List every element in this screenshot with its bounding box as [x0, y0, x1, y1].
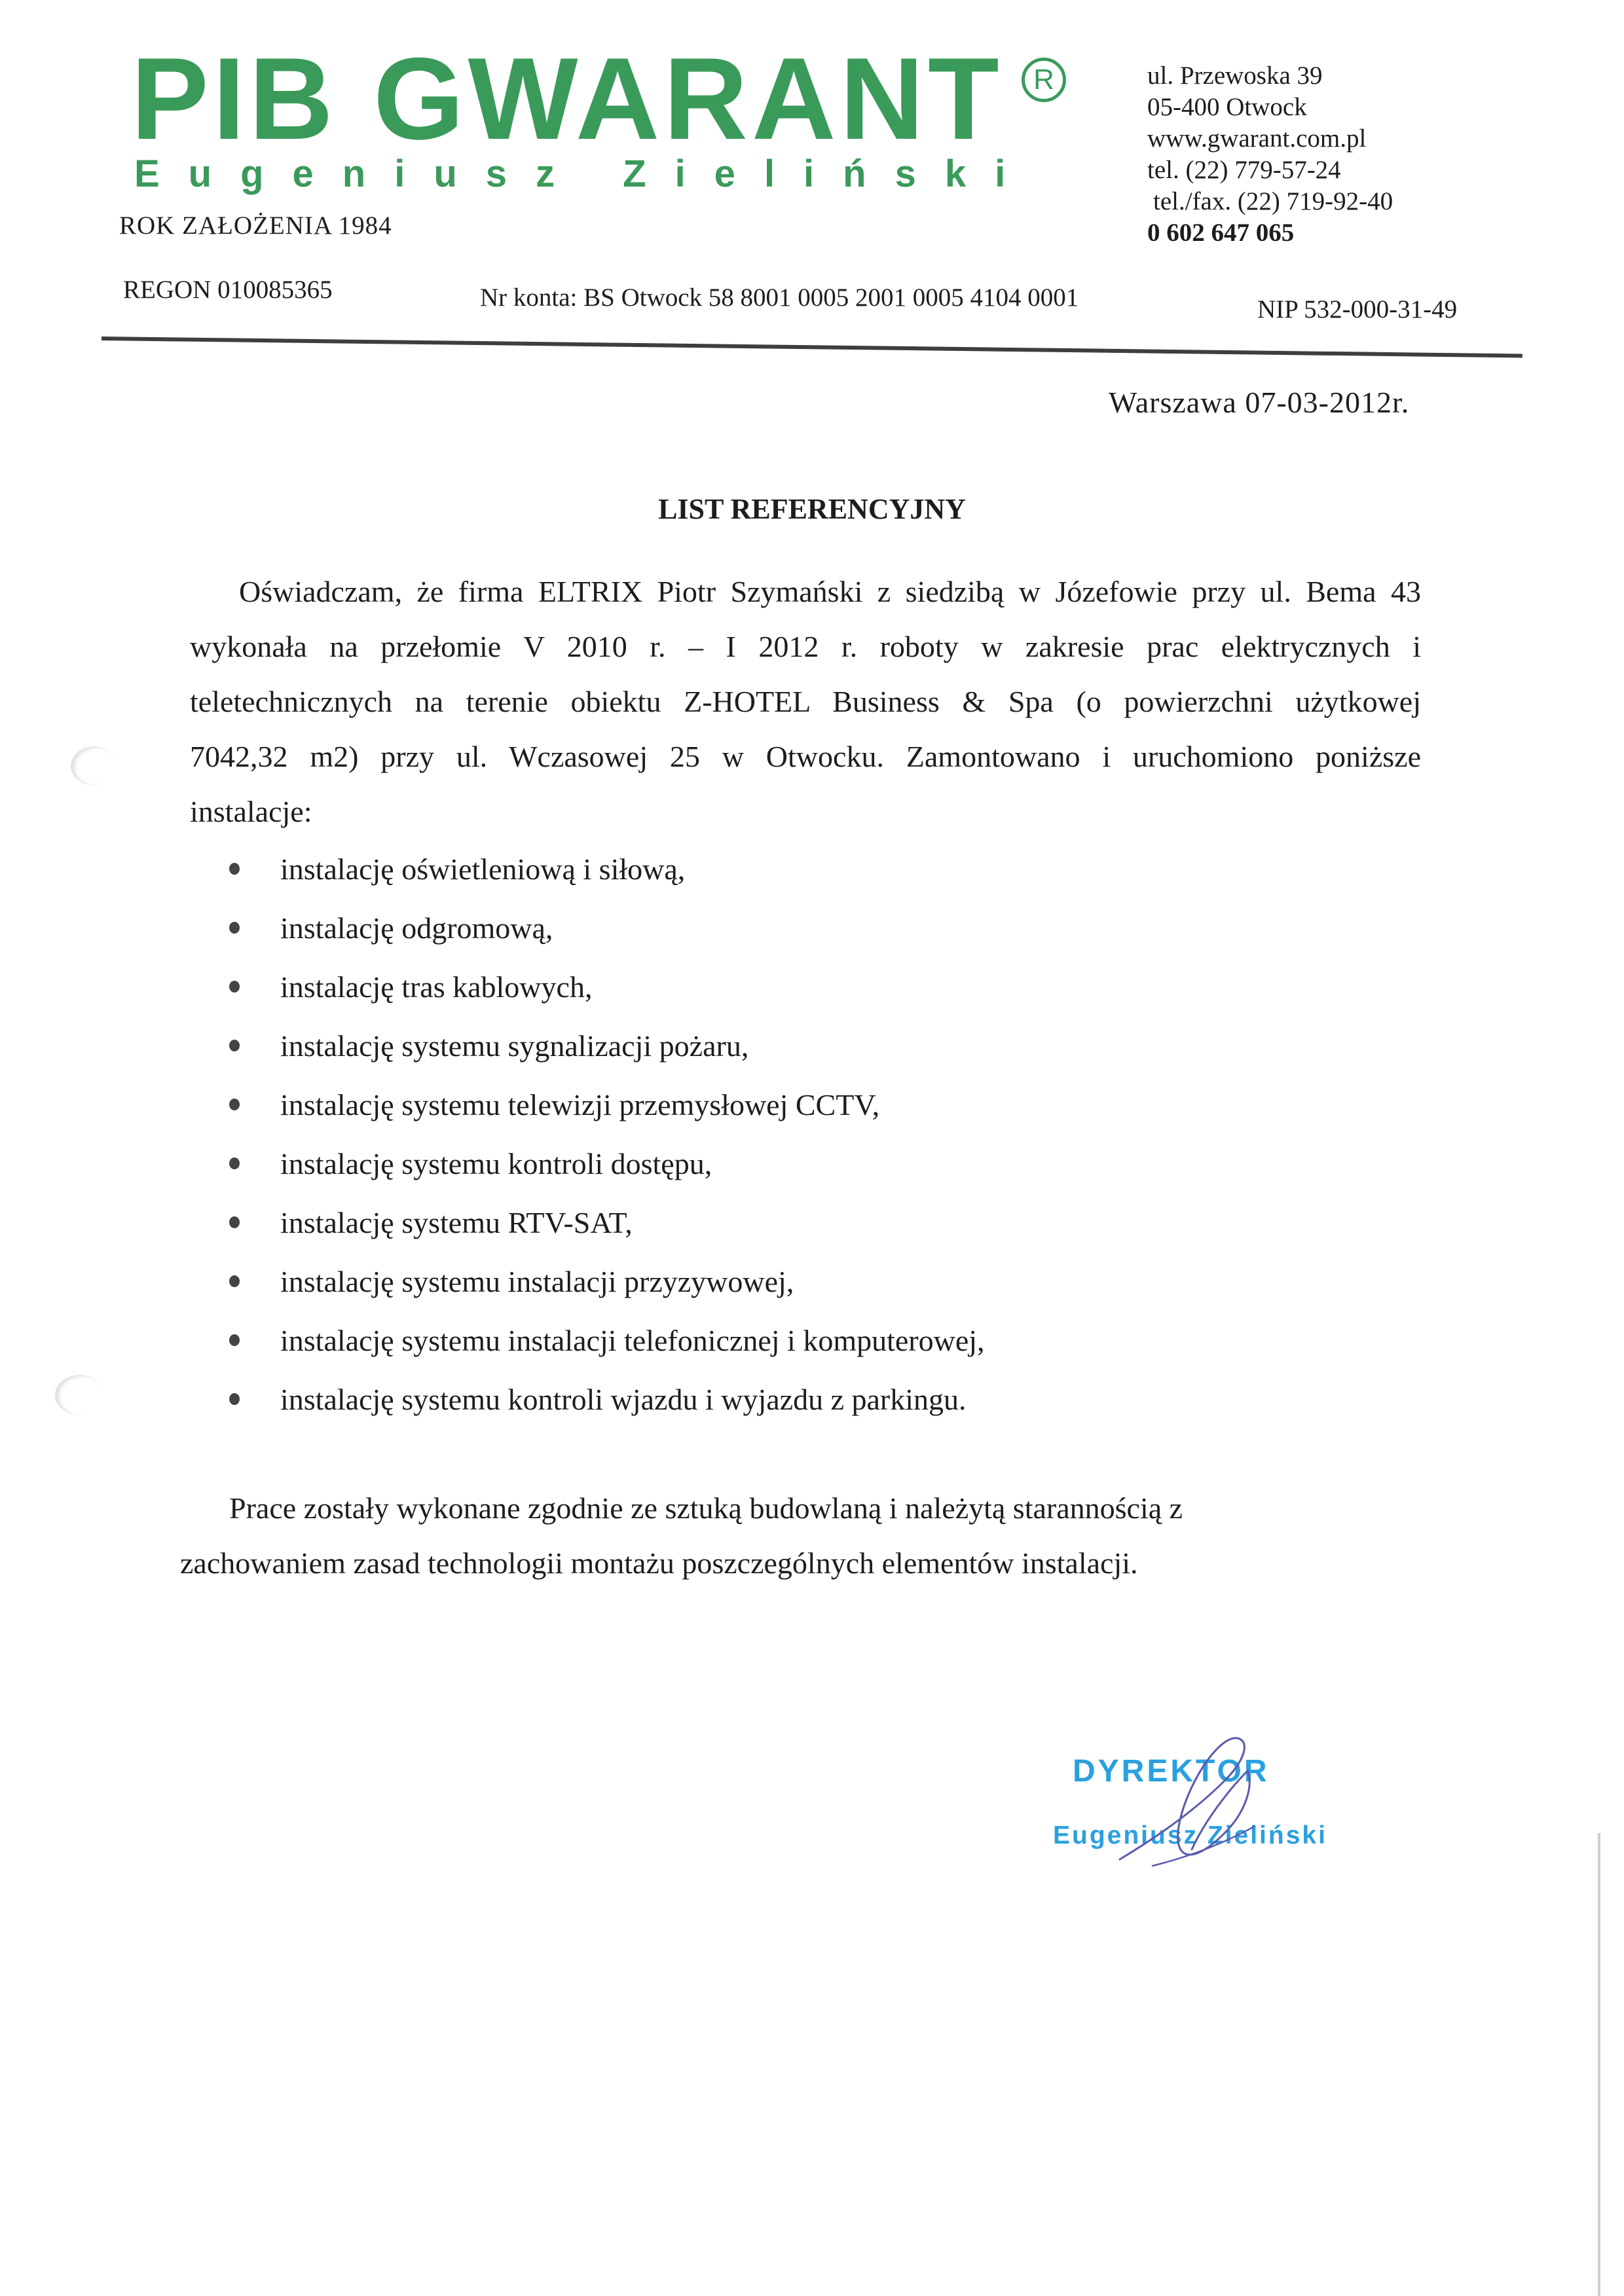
list-item-text: instalację tras kablowych,	[280, 970, 593, 1004]
date-line: Warszawa 07-03-2012r.	[1109, 386, 1410, 419]
paragraph-line: teletechnicznych na terenie obiektu Z-HOTEL Business & Spa (o powierzchni użytkowej	[190, 685, 1421, 718]
contact-block	[1147, 60, 1393, 249]
bank-account-number: Nr konta: BS Otwock 58 8001 0005 2001 0005 4104 0001	[480, 283, 1079, 312]
list-item	[229, 839, 985, 898]
bullet-icon	[229, 981, 240, 993]
registered-trademark-icon: R	[1022, 58, 1066, 102]
bullet-icon	[229, 1040, 240, 1051]
contact-website[interactable]: www.gwarant.com.pl	[1147, 124, 1367, 153]
nip-number: NIP 532-000-31-49	[1257, 295, 1458, 323]
bullet-icon	[229, 863, 240, 875]
list-item	[229, 1370, 985, 1429]
bullet-icon	[229, 1275, 240, 1287]
bullet-icon	[229, 1157, 240, 1169]
list-item	[229, 1075, 985, 1134]
document-title: LIST REFERENCYJNY	[658, 493, 966, 525]
contact-phone: tel. (22) 779-57-24	[1147, 156, 1341, 184]
list-item	[229, 1193, 985, 1252]
paragraph-line: instalacje:	[190, 795, 312, 828]
bullet-icon	[229, 1334, 240, 1346]
closing-paragraph	[180, 1481, 1424, 1591]
list-item-text: instalację systemu kontroli dostępu,	[280, 1146, 712, 1180]
punch-hole-shadow	[71, 746, 118, 786]
regon-number: REGON 010085365	[123, 276, 333, 304]
bullet-icon	[229, 1216, 240, 1228]
list-item	[229, 1016, 985, 1075]
list-item-text: instalację oświetleniową i siłową,	[280, 852, 686, 886]
punch-hole-shadow	[55, 1375, 105, 1415]
installations-list	[229, 839, 985, 1429]
paragraph-line: wykonała na przełomie V 2010 r. – I 2012 r. roboty w zakresie prac elektrycznych i	[190, 630, 1421, 663]
founding-year: ROK ZAŁOŻENIA 1984	[119, 211, 392, 240]
list-item-text: instalację systemu telewizji przemysłowej CCTV,	[280, 1087, 880, 1121]
company-logo-wordmark: PIB GWARANT	[131, 33, 1003, 164]
signature-stroke	[1153, 1827, 1254, 1866]
list-item-text: instalację systemu sygnalizacji pożaru,	[280, 1029, 749, 1063]
list-item	[229, 1311, 985, 1370]
list-item	[229, 898, 985, 957]
paragraph-line: 7042,32 m2) przy ul. Wczasowej 25 w Otwocku. Zamontowano i uruchomiono poniższe	[190, 740, 1421, 773]
header-divider	[101, 337, 1522, 358]
stamp-title: DYREKTOR	[1073, 1754, 1270, 1789]
bullet-icon	[229, 922, 240, 934]
signature-stroke	[1120, 1738, 1249, 1859]
list-item-text: instalację systemu instalacji przyzywowej,	[280, 1264, 794, 1298]
paragraph-line: zachowaniem zasad technologii montażu poszczególnych elementów instalacji.	[180, 1546, 1138, 1580]
contact-mobile: 0 602 647 065	[1147, 219, 1295, 247]
list-item	[229, 957, 985, 1016]
list-item-text: instalację systemu RTV-SAT,	[280, 1205, 633, 1239]
company-owner-name: Eugeniusz Zieliński	[134, 153, 1035, 195]
list-item-text: instalację odgromową,	[280, 911, 553, 945]
stamp-name: Eugeniusz Zieliński	[1053, 1821, 1327, 1850]
bullet-icon	[229, 1393, 240, 1405]
handwritten-signature	[1113, 1735, 1283, 1886]
list-item-text: instalację systemu instalacji telefonicznej i komputerowej,	[280, 1323, 985, 1357]
paragraph-line: Oświadczam, że firma ELTRIX Piotr Szymański z siedzibą w Józefowie przy ul. Bema 43	[239, 575, 1421, 608]
list-item	[229, 1252, 985, 1311]
contact-fax: tel./fax. (22) 719-92-40	[1153, 187, 1393, 215]
list-item	[229, 1134, 985, 1193]
scan-edge-line	[1598, 1833, 1600, 2296]
bullet-icon	[229, 1099, 240, 1110]
contact-city: 05-400 Otwock	[1147, 93, 1307, 121]
list-item-text: instalację systemu kontroli wjazdu i wyjazdu z parkingu.	[280, 1382, 967, 1416]
intro-paragraph	[190, 564, 1421, 839]
contact-street: ul. Przewoska 39	[1147, 62, 1323, 90]
paragraph-line: Prace zostały wykonane zgodnie ze sztuką budowlaną i należytą starannością z	[229, 1491, 1183, 1525]
